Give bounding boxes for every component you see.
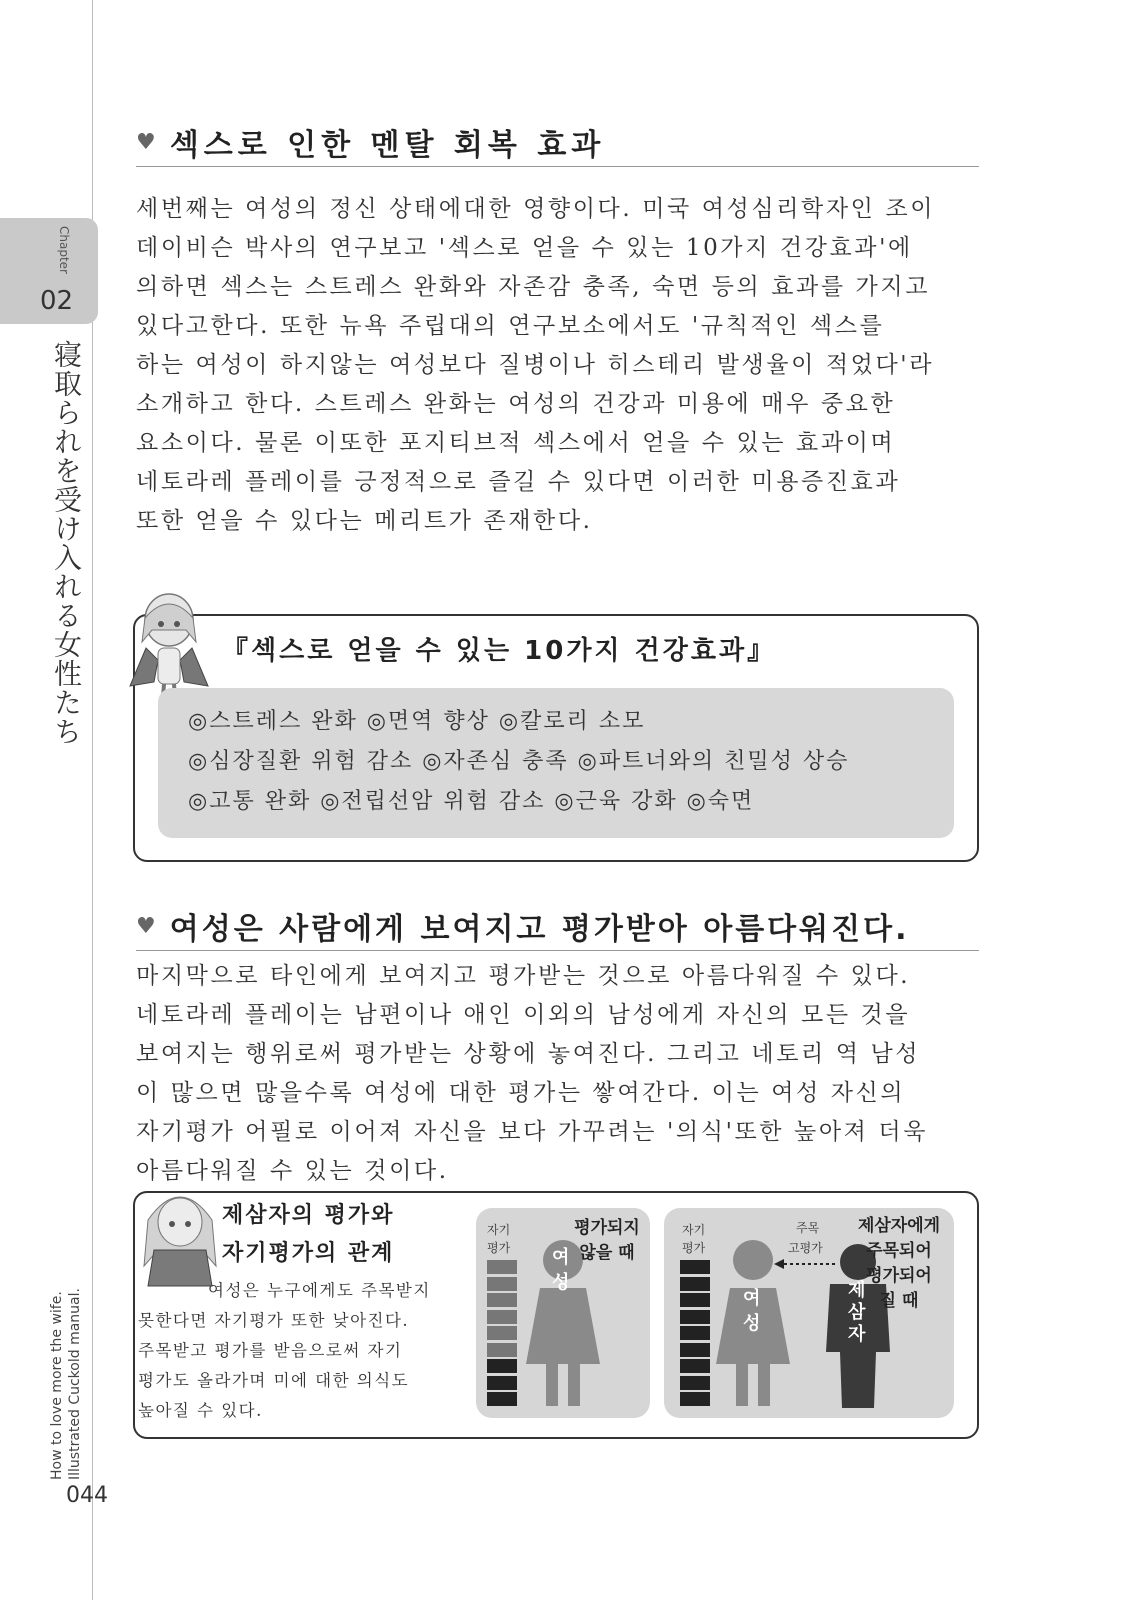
self-eval-bar	[680, 1392, 710, 1406]
section1-line: 데이비슨 박사의 연구보고 '섹스로 얻을 수 있는 10가지 건강효과'에	[136, 235, 913, 261]
woman-figure-char: 성	[552, 1272, 570, 1293]
self-eval-bar	[487, 1260, 517, 1274]
section1-title: 섹스로 인한 멘탈 회복 효과	[169, 128, 606, 163]
section2-rule	[136, 950, 979, 951]
self-eval-bar	[680, 1376, 710, 1390]
benefits-line: ◎심장질환 위험 감소 ◎자존심 충족 ◎파트너와의 친밀성 상승	[188, 749, 850, 774]
section1-body	[136, 190, 976, 541]
diagram2-title-line: 질 때	[879, 1291, 919, 1311]
third-party-char: 삼	[848, 1302, 866, 1323]
self-eval-label: 자기	[487, 1223, 511, 1237]
english-title-line-1: How to love more the wife.	[49, 1291, 65, 1480]
evaluation-line: 못한다면 자기평가 또한 낮아진다.	[138, 1311, 410, 1330]
section1-line: 소개하고 한다. 스트레스 완화는 여성의 건강과 미용에 매우 중요한	[136, 391, 896, 417]
section2-header	[136, 904, 910, 948]
chapter-label: Chapter	[57, 226, 71, 274]
evaluation-line: 평가도 올라가며 미에 대한 의식도	[138, 1371, 410, 1390]
section2-line: 아름다워질 수 있는 것이다.	[136, 1158, 449, 1184]
girl-thinking-icon	[140, 1180, 220, 1290]
section1-line: 네토라레 플레이를 긍정적으로 즐길 수 있다면 이러한 미용증진효과	[136, 469, 901, 495]
japanese-chapter-title: 寝取られを受け入れる女性たち	[50, 340, 83, 746]
self-eval-bar	[487, 1343, 517, 1357]
section2-line: 마지막으로 타인에게 보여지고 평가받는 것으로 아름다워질 수 있다.	[136, 963, 911, 989]
section1-line: 의하면 섹스는 스트레스 완화와 자존감 충족, 숙면 등의 효과를 가지고	[136, 274, 931, 300]
benefits-line: ◎고통 완화 ◎전립선암 위험 감소 ◎근육 강화 ◎숙면	[188, 789, 755, 814]
section2-line: 보여지는 행위로써 평가받는 상황에 놓여진다. 그리고 네토리 역 남성	[136, 1041, 921, 1067]
section1-line: 요소이다. 물론 이또한 포지티브적 섹스에서 얻을 수 있는 효과이며	[136, 430, 896, 456]
section2-line: 이 많으면 많을수록 여성에 대한 평가는 쌓여간다. 이는 여성 자신의	[136, 1080, 906, 1106]
woman-figure-char: 여	[552, 1247, 570, 1268]
english-title-line-2: Illustrated Cuckold manual.	[67, 1288, 83, 1480]
diagram1-title-line: 평가되지	[574, 1218, 640, 1238]
third-party-char: 자	[848, 1324, 866, 1345]
woman-figure-char: 여	[743, 1288, 761, 1309]
english-book-title	[48, 1270, 84, 1480]
heart-icon: ♥	[136, 129, 156, 155]
evaluation-title-line-1: 제삼자의 평가와	[222, 1203, 395, 1228]
self-eval-bar	[487, 1310, 517, 1324]
self-eval-label: 평가	[487, 1241, 511, 1255]
section1-line: 하는 여성이 하지않는 여성보다 질병이나 히스테리 발생율이 적었다'라	[136, 352, 935, 378]
self-eval-bar	[680, 1277, 710, 1291]
section2-line: 자기평가 어필로 이어져 자신을 보다 가꾸려는 '의식'또한 높아져 더욱	[136, 1119, 929, 1145]
evaluation-line: 여성은 누구에게도 주목받지	[208, 1281, 431, 1300]
diagram2-title	[844, 1214, 954, 1314]
section1-header	[136, 120, 605, 164]
self-eval-bar	[680, 1359, 710, 1373]
diagram2-title-line: 주목되어	[866, 1241, 932, 1261]
diagram2-title-line: 제삼자에게	[857, 1216, 941, 1236]
woman-figure-char: 성	[743, 1313, 761, 1334]
self-eval-bar	[680, 1293, 710, 1307]
section2-body	[136, 957, 976, 1191]
section2-line: 네토라레 플레이는 남편이나 애인 이외의 남성에게 자신의 모든 것을	[136, 1002, 911, 1028]
benefits-box-title: 『섹스로 얻을 수 있는 10가지 건강효과』	[222, 636, 777, 666]
self-eval-bar	[680, 1310, 710, 1324]
self-eval-bar	[487, 1376, 517, 1390]
section2-title: 여성은 사람에게 보여지고 평가받아 아름다워진다.	[169, 912, 910, 947]
diagram2-title-line: 평가되어	[866, 1266, 932, 1286]
self-eval-bar	[680, 1326, 710, 1340]
diagram1-title-line: 않을 때	[579, 1243, 635, 1263]
section1-rule	[136, 166, 979, 167]
self-eval-label: 평가	[682, 1241, 706, 1255]
self-eval-label: 자기	[682, 1223, 706, 1237]
self-eval-bar	[487, 1277, 517, 1291]
benefits-line: ◎스트레스 완화 ◎면역 향상 ◎칼로리 소모	[188, 709, 646, 734]
third-party-char: 제	[848, 1280, 866, 1301]
section1-line: 또한 얻을 수 있다는 메리트가 존재한다.	[136, 508, 593, 534]
arrow-label: 고평가	[788, 1241, 823, 1255]
arrow-left-icon	[772, 1256, 840, 1272]
self-eval-bar	[680, 1343, 710, 1357]
evaluation-line: 주목받고 평가를 받음으로써 자기	[138, 1341, 403, 1360]
arrow-label: 주목	[796, 1221, 820, 1235]
self-eval-bar	[487, 1392, 517, 1406]
evaluation-title-line-2: 자기평가의 관계	[222, 1241, 395, 1266]
diagram1-title	[562, 1216, 652, 1266]
evaluation-body	[138, 1276, 478, 1426]
self-eval-bar	[487, 1293, 517, 1307]
evaluation-line: 높아질 수 있다.	[138, 1401, 263, 1420]
self-eval-bar	[680, 1260, 710, 1274]
section1-line: 있다고한다. 또한 뉴욕 주립대의 연구보소에서도 '규칙적인 섹스를	[136, 313, 885, 339]
section1-line: 세번째는 여성의 정신 상태에대한 영향이다. 미국 여성심리학자인 조이	[136, 196, 936, 222]
self-eval-bar	[487, 1326, 517, 1340]
chapter-number: 02	[40, 286, 74, 316]
self-eval-bar	[487, 1359, 517, 1373]
page-number: 044	[66, 1483, 108, 1508]
heart-icon: ♥	[136, 913, 156, 939]
